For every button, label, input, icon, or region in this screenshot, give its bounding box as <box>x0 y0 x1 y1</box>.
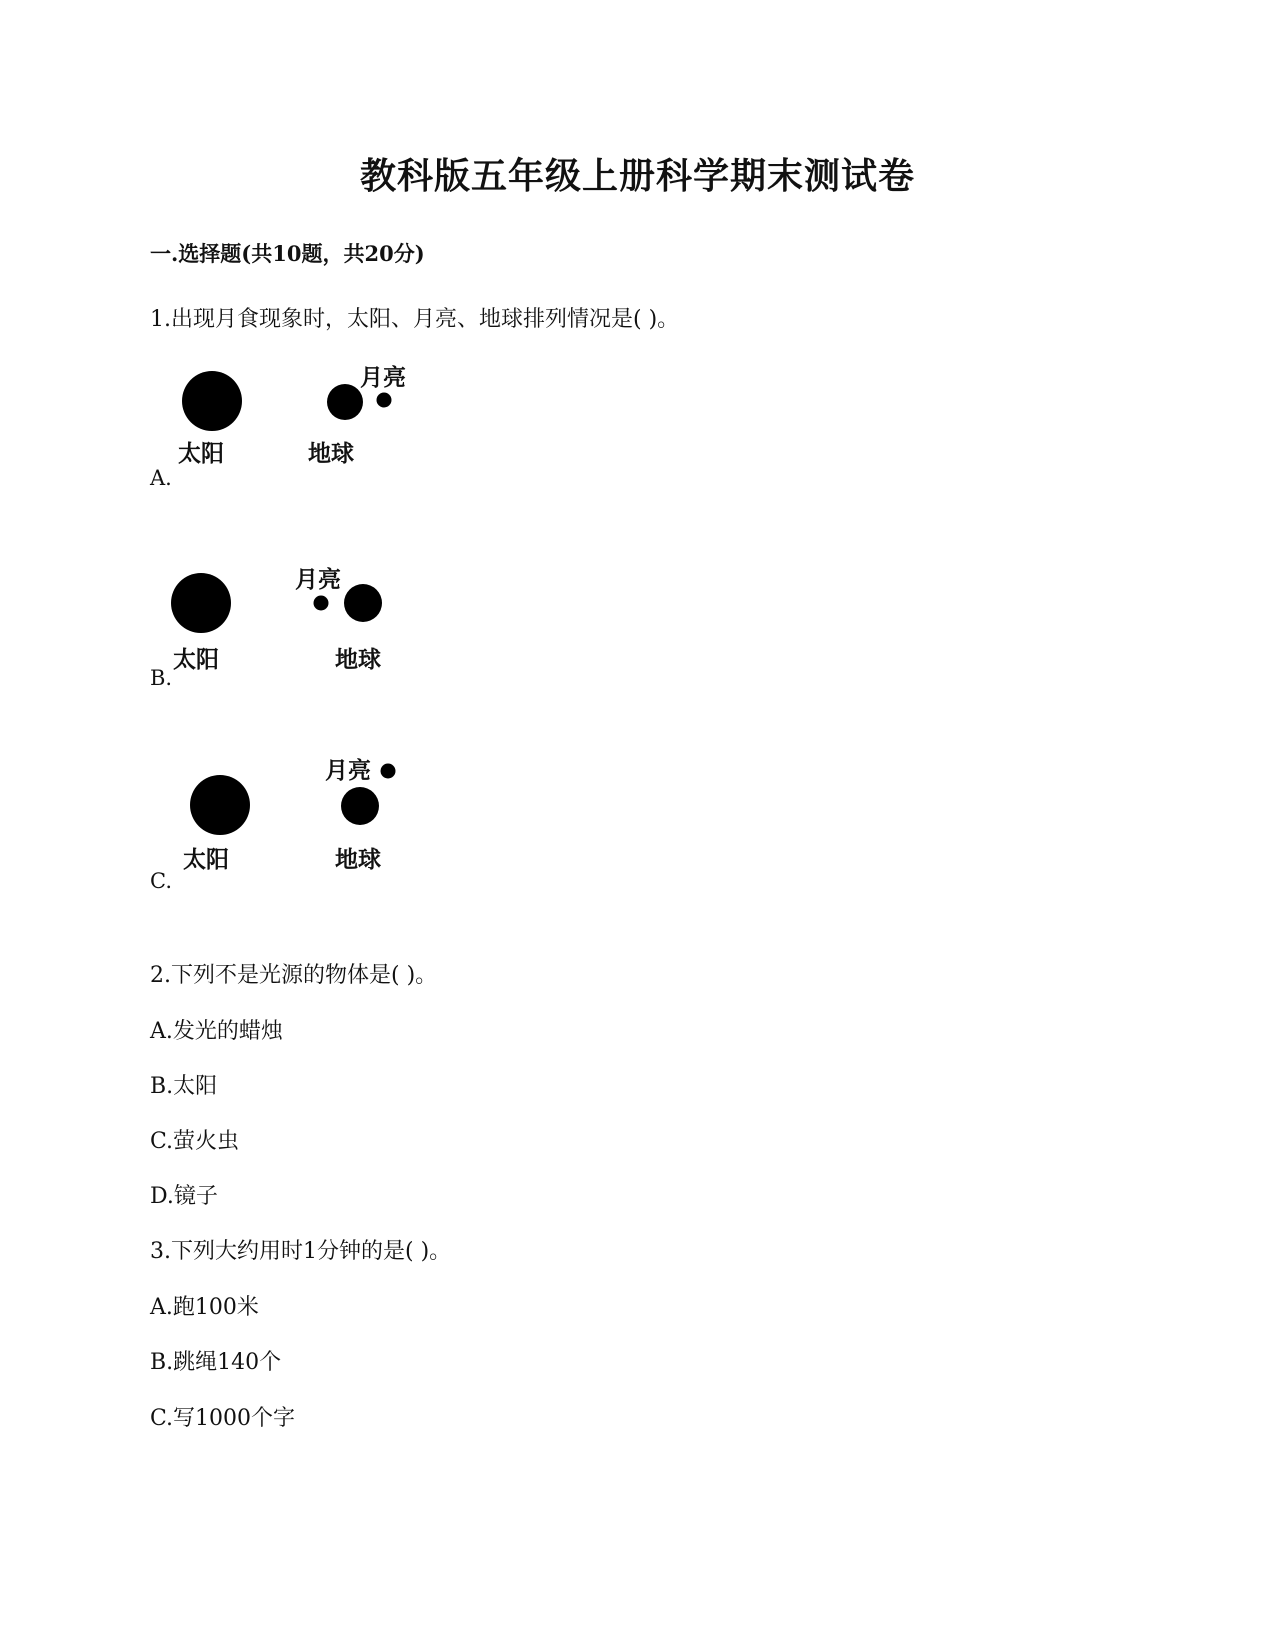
q1-option-b-figure <box>165 565 425 685</box>
q1-option-c-figure <box>175 755 435 880</box>
sun-circle <box>171 573 231 633</box>
q3-option-c: C.写1000个字 <box>150 1406 296 1431</box>
q3-option-b: B.跳绳140个 <box>150 1350 282 1375</box>
sun-label: 太阳 <box>173 647 219 673</box>
earth-circle <box>327 384 363 420</box>
moon-label: 月亮 <box>295 567 341 593</box>
moon-label: 月亮 <box>325 758 371 784</box>
q1-option-c-letter: C. <box>150 869 172 893</box>
q1-option-b-letter: B. <box>150 666 173 690</box>
q2-option-c: C.萤火虫 <box>150 1129 240 1154</box>
earth-label: 地球 <box>335 647 381 673</box>
question-1-stem: 1.出现月食现象时，太阳、月亮、地球排列情况是( )。 <box>150 307 680 332</box>
moon-label: 月亮 <box>360 365 406 391</box>
moon-circle <box>381 764 396 779</box>
q1-option-a-figure <box>170 365 430 485</box>
q3-option-a: A.跑100米 <box>150 1295 259 1320</box>
page-title: 教科版五年级上册科学期末测试卷 <box>359 155 915 197</box>
moon-circle <box>314 596 329 611</box>
earth-circle <box>341 787 379 825</box>
q2-option-a: A.发光的蜡烛 <box>150 1019 283 1044</box>
sun-label: 太阳 <box>178 441 224 467</box>
question-2-stem: 2.下列不是光源的物体是( )。 <box>150 963 438 988</box>
earth-circle <box>344 584 382 622</box>
q1-option-a-letter: A. <box>150 466 172 490</box>
earth-label: 地球 <box>308 441 354 467</box>
moon-circle <box>377 393 392 408</box>
sun-circle <box>182 371 242 431</box>
q2-option-b: B.太阳 <box>150 1074 218 1099</box>
question-3-stem: 3.下列大约用时1分钟的是( )。 <box>150 1239 452 1264</box>
sun-circle <box>190 775 250 835</box>
section-heading: 一.选择题(共10题，共20分) <box>150 241 425 266</box>
earth-label: 地球 <box>335 847 381 873</box>
q2-option-d: D.镜子 <box>150 1184 218 1209</box>
sun-label: 太阳 <box>183 847 229 873</box>
